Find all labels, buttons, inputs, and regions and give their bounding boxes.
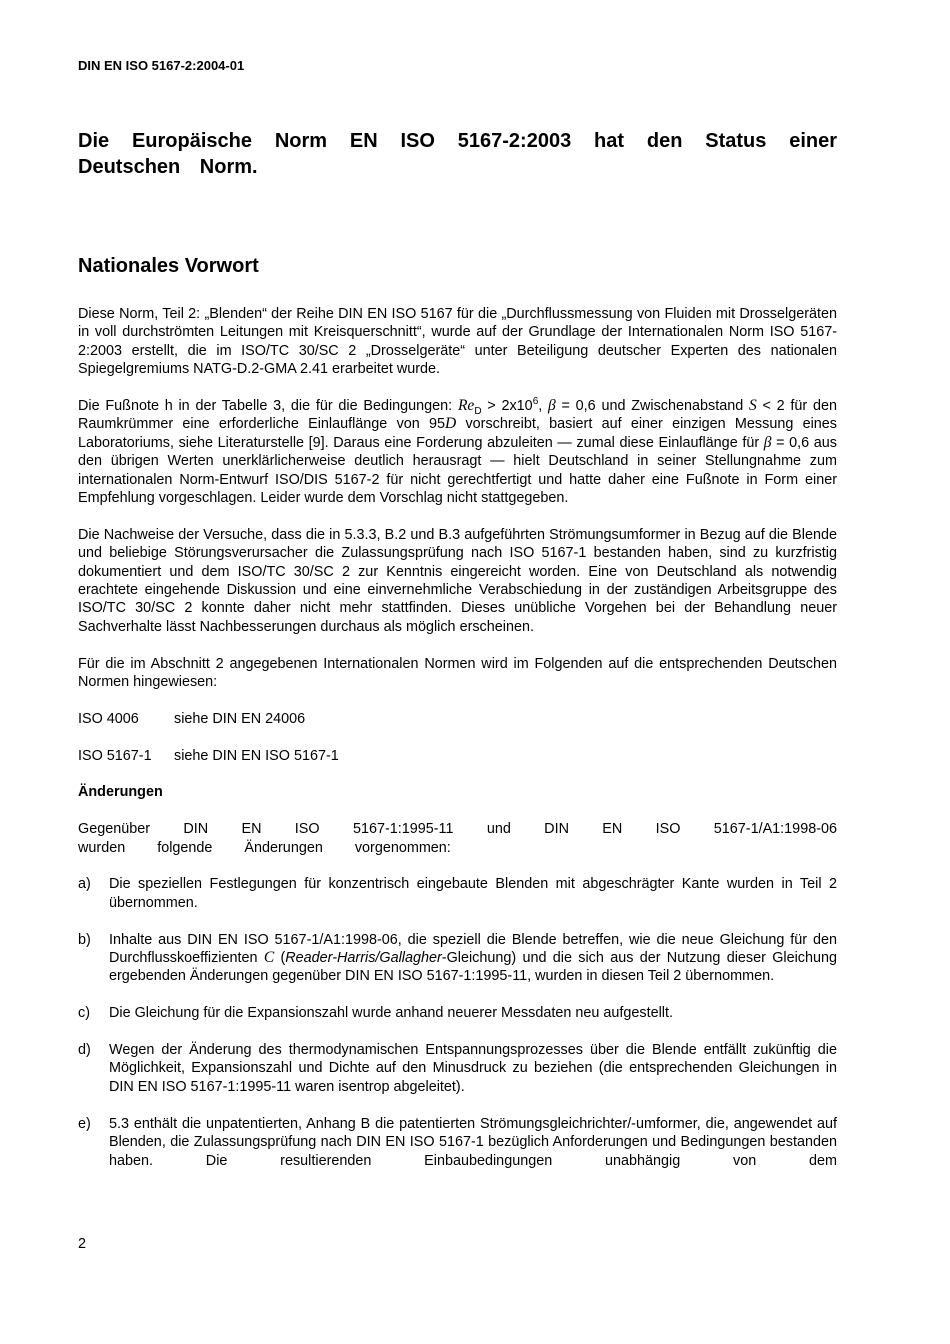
reference-row [78, 747, 837, 765]
text: = 0,6 aus den übrigen Werten unerklärlicherweise deutlich herausragt — hielt Deutschland in seiner Stellungnahme zum internationalen Norm-Entwurf ISO/DIS 5167-2 für nicht gerechtfertigt und hatte daher eine Fußnote in Form einer Empfehlung vorgeschlagen. Leider wurde dem Vorschlag nicht stattgegeben. [78, 434, 837, 507]
list-label: c) [78, 1005, 90, 1022]
reference-row [78, 710, 837, 728]
paragraph: Für die im Abschnitt 2 angegebenen Internationalen Normen wird im Folgenden auf die entsprechenden Deutschen Normen hingewiesen: [78, 655, 837, 691]
list-item [78, 875, 837, 912]
list-text [109, 931, 837, 986]
iso-ref: ISO 4006 [78, 710, 139, 727]
text: < 2 für den Raumkrümmer eine erforderliche Einlauflänge von 95 [78, 398, 837, 433]
list-text: Wegen der Änderung des thermodynamischen Entspannungsprozesses über die Blende entfällt zukünftig die Möglichkeit, Expansionszahl und Dichte auf den Minusdruck zu beziehen (die entsprechenden Gleichungen in DIN EN ISO 5167-1:1995-11 waren isentrop abgeleitet). [109, 1042, 837, 1095]
text: , [538, 398, 549, 415]
list-item [78, 1041, 837, 1096]
math-s: S [748, 397, 757, 415]
list-label: b) [78, 931, 91, 948]
list-text: 5.3 enthält die unpatentierten, Anhang B die patentierten Strömungsgleichrichter/-umformer, die, angewendet auf Blenden, die Zulassungsprüfung nach DIN EN ISO 5167-1 bezüglich Anforderungen und Bedingungen bestanden haben. Die resultierenden Einbaubedingungen unabhängig von dem [109, 1115, 837, 1169]
list-text: Die speziellen Festlegungen für konzentrisch eingebaute Blenden mit abgeschrägter Kante wurden in Teil 2 übernommen. [109, 876, 837, 911]
list-text: Die Gleichung für die Expansionszahl wurde anhand neuerer Messdaten neu aufgestellt. [109, 1005, 673, 1022]
math-beta: β [548, 397, 556, 415]
math-exp: 6 [532, 396, 539, 408]
math-re: Re [457, 397, 475, 415]
document-header: DIN EN ISO 5167-2:2004-01 [78, 58, 245, 73]
text: ( [274, 950, 286, 967]
iso-ref: ISO 5167-1 [78, 747, 152, 764]
paragraph: Diese Norm, Teil 2: „Blenden“ der Reihe DIN EN ISO 5167 für die „Durchflussmessung von Fluiden mit Drosselgeräten in voll durchströmten Leitungen mit Kreisquerschnitt“, wurde auf der Grundlage der Internationalen Norm ISO 5167-2:2003 erstellt, die im ISO/TC 30/SC 2 „Drosselgeräte“ unter Beteiligung deutscher Experten des nationalen Spiegelgremiums NATG-D.2-GMA 2.41 erarbeitet wurde. [78, 306, 837, 378]
list-item [78, 931, 837, 986]
paragraph [78, 397, 837, 507]
list-item [78, 1115, 837, 1170]
document-title: Die Europäische Norm EN ISO 5167-2:2003 hat den Status einer Deutschen Norm. [78, 130, 837, 178]
math-c: C [263, 949, 275, 967]
page-number: 2 [78, 1236, 87, 1252]
text: vorschreibt, basiert auf einer einzigen Messung eines Laboratoriums, siehe Literaturstelle [9]. Daraus eine Forderung abzuleiten — zumal diese Einlauflänge für [78, 416, 837, 451]
italic-text: Reader-Harris/Gallagher [285, 950, 442, 967]
list-label: a) [78, 876, 91, 893]
list-item [78, 1004, 837, 1022]
text: -Gleichung) und die sich aus der Nutzung dieser Gleichung ergebenden Änderungen gegenüber DIN EN ISO 5167-1:1995-11, wurden in diesen Teil 2 übernommen. [109, 950, 838, 985]
text: Inhalte aus DIN EN ISO 5167-1/A1:1998-06, die speziell die Blende betreffen, wie die neue Gleichung für den Durchflusskoeffizienten [109, 931, 837, 967]
text: > 2x10 [481, 398, 533, 415]
math-beta: β [763, 433, 772, 451]
math-sub: D [474, 405, 482, 417]
list-label: e) [78, 1115, 91, 1132]
section-heading: Nationales Vorwort [78, 255, 259, 277]
text: = 0,6 und Zwischenabstand [555, 398, 749, 415]
din-ref: siehe DIN EN 24006 [174, 710, 306, 727]
math-d: D [445, 415, 457, 433]
paragraph: Gegenüber DIN EN ISO 5167-1:1995-11 und DIN EN ISO 5167-1/A1:1998-06 wurden folgende Änderungen vorgenommen: [78, 821, 837, 856]
changes-heading: Änderungen [78, 784, 163, 801]
document-body [78, 305, 837, 1188]
din-ref: siehe DIN EN ISO 5167-1 [174, 747, 339, 764]
text: Die Fußnote h in der Tabelle 3, die für die Bedingungen: [78, 398, 458, 415]
paragraph: Die Nachweise der Versuche, dass die in 5.3.3, B.2 und B.3 aufgeführten Strömungsumformer in Bezug auf die Blende und beliebige Störungsverursacher die Zulassungsprüfung nach ISO 5167-1 bestanden haben, sind zu kurzfristig dokumentiert und dem ISO/TC 30/SC 2 zur Kenntnis eingereicht worden. Eine von Deutschland als notwendig erachtete eingehende Diskussion und eine einvernehmliche Verabschiedung in der zuständigen Arbeitsgruppe des ISO/TC 30/SC 2 konnte daher nicht mehr stattfinden. Dieses unübliche Vorgehen bei der Behandlung neuer Sachverhalte lässt Nachbesserungen durchaus als möglich erscheinen. [78, 526, 837, 635]
list-label: d) [78, 1042, 91, 1059]
